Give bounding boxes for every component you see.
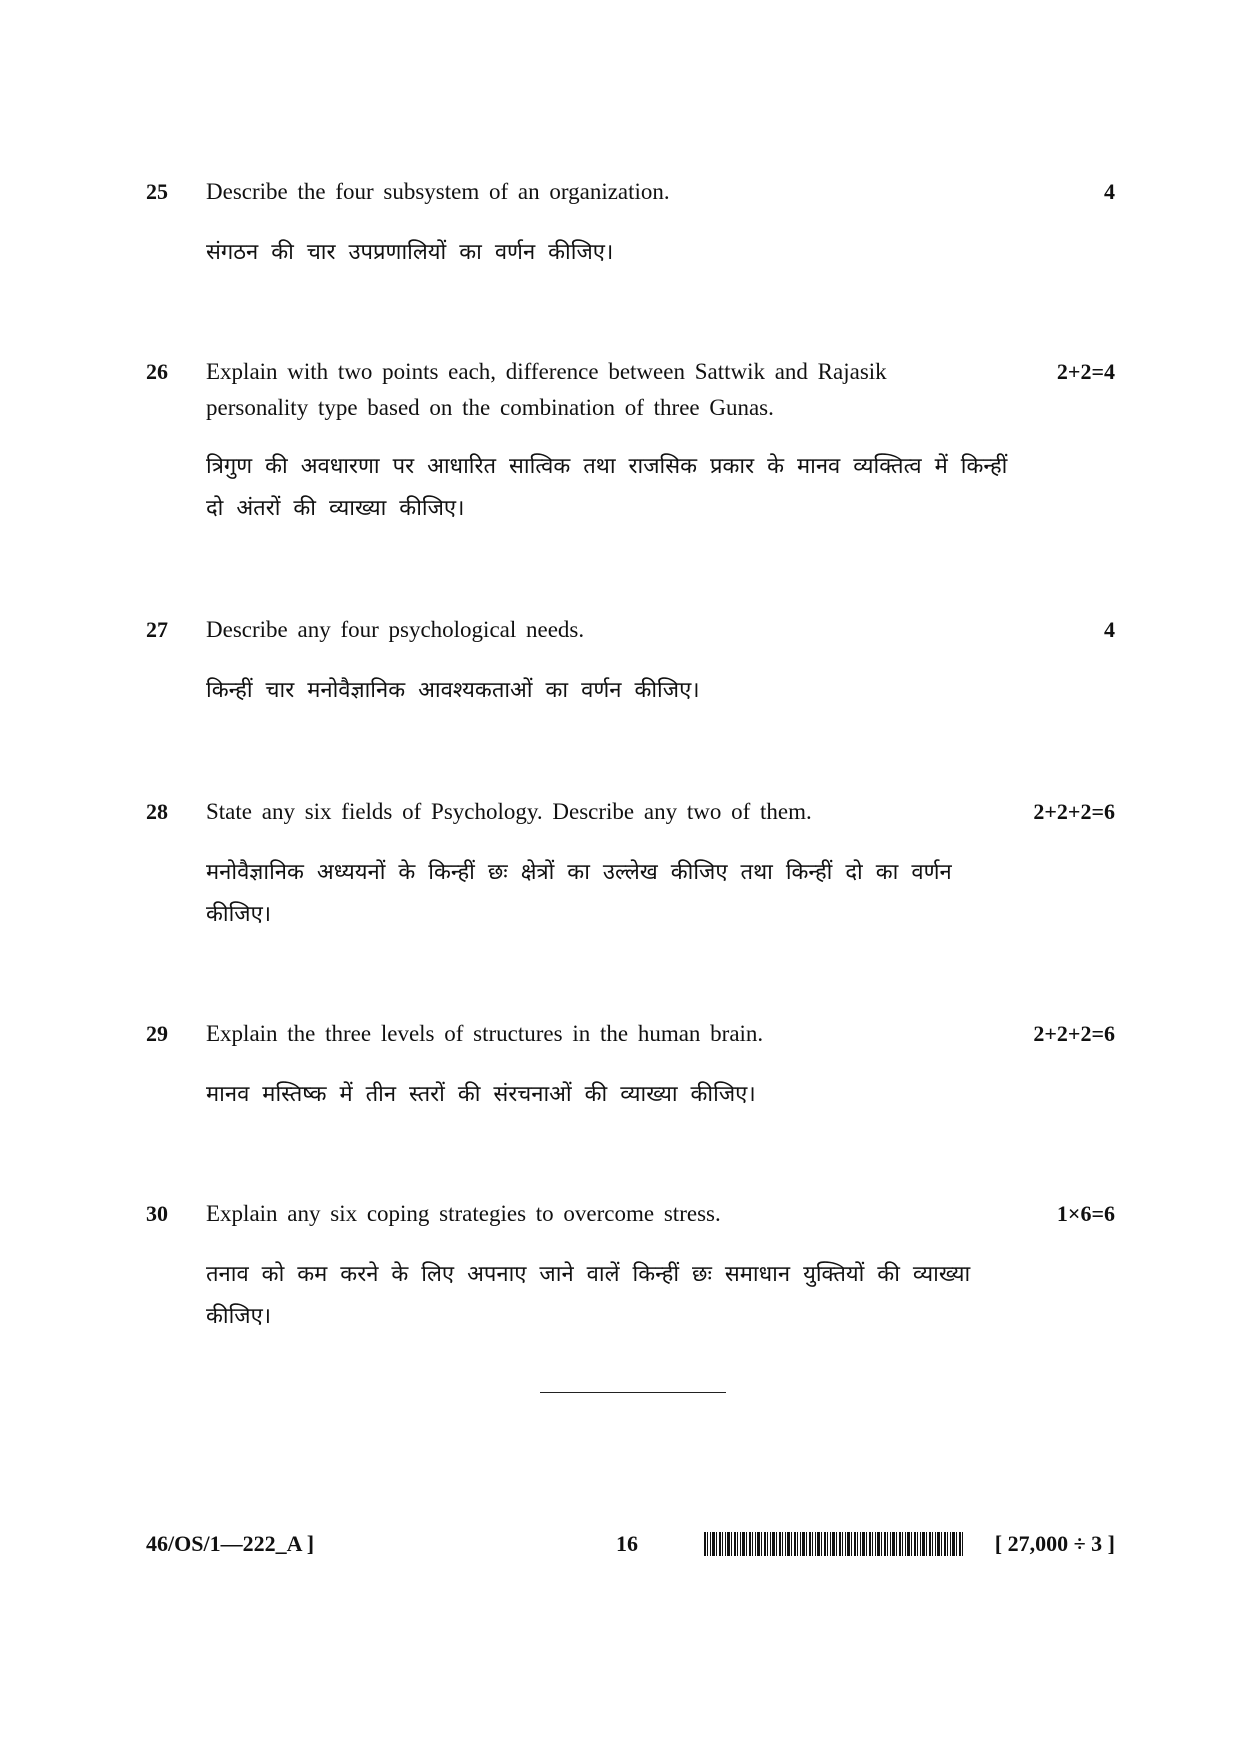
question-number: 30 bbox=[146, 1201, 168, 1226]
question-text-english: Describe any four psychological needs. bbox=[206, 617, 585, 642]
question-text-english: State any six fields of Psychology. Describe any two of them. bbox=[206, 799, 812, 824]
question-marks: 4 bbox=[1104, 179, 1115, 204]
question-number: 29 bbox=[146, 1021, 168, 1046]
question-number: 26 bbox=[146, 359, 168, 384]
question-number: 28 bbox=[146, 799, 168, 824]
question-text-hindi: मनोवैज्ञानिक अध्ययनों के किन्हीं छः क्षेत्रों का उल्लेख कीजिए तथा किन्हीं दो का वर्णन कीजिए। bbox=[206, 860, 952, 927]
question-text-english: Explain any six coping strategies to overcome stress. bbox=[206, 1201, 721, 1226]
question-text-english: Describe the four subsystem of an organization. bbox=[206, 179, 670, 204]
question-marks: 4 bbox=[1104, 617, 1115, 642]
question-marks: 1×6=6 bbox=[1056, 1201, 1115, 1226]
question-number: 27 bbox=[146, 617, 168, 642]
question-text-hindi: मानव मस्तिष्क में तीन स्तरों की संरचनाओं की व्याख्या कीजिए। bbox=[206, 1082, 756, 1107]
print-quantity: [ 27,000 ÷ 3 ] bbox=[994, 1531, 1115, 1556]
page-number: 16 bbox=[616, 1531, 638, 1556]
barcode-icon bbox=[704, 1532, 964, 1556]
page-footer bbox=[0, 1526, 1241, 1566]
question-text-hindi: किन्हीं चार मनोवैज्ञानिक आवश्यकताओं का वर्णन कीजिए। bbox=[206, 678, 700, 703]
end-of-paper-rule bbox=[540, 1392, 726, 1393]
question-marks: 2+2=4 bbox=[1056, 359, 1115, 384]
question-text-hindi: संगठन की चार उपप्रणालियों का वर्णन कीजिए। bbox=[206, 240, 614, 265]
question-number: 25 bbox=[146, 179, 168, 204]
paper-code: 46/OS/1—222_A ] bbox=[146, 1531, 315, 1556]
question-text-hindi: त्रिगुण की अवधारणा पर आधारित सात्विक तथा राजसिक प्रकार के मानव व्यक्तित्व में किन्हीं दो अंतरों की व्याख्या कीजिए। bbox=[206, 454, 1008, 521]
question-marks: 2+2+2=6 bbox=[1033, 1021, 1115, 1046]
question-text-english: Explain with two points each, difference between Sattwik and Rajasik personality type based on the combination of three Gunas. bbox=[206, 359, 887, 420]
question-text-hindi: तनाव को कम करने के लिए अपनाए जाने वालें किन्हीं छः समाधान युक्तियों की व्याख्या कीजिए। bbox=[206, 1262, 971, 1329]
question-marks: 2+2+2=6 bbox=[1033, 799, 1115, 824]
question-text-english: Explain the three levels of structures in the human brain. bbox=[206, 1021, 764, 1046]
